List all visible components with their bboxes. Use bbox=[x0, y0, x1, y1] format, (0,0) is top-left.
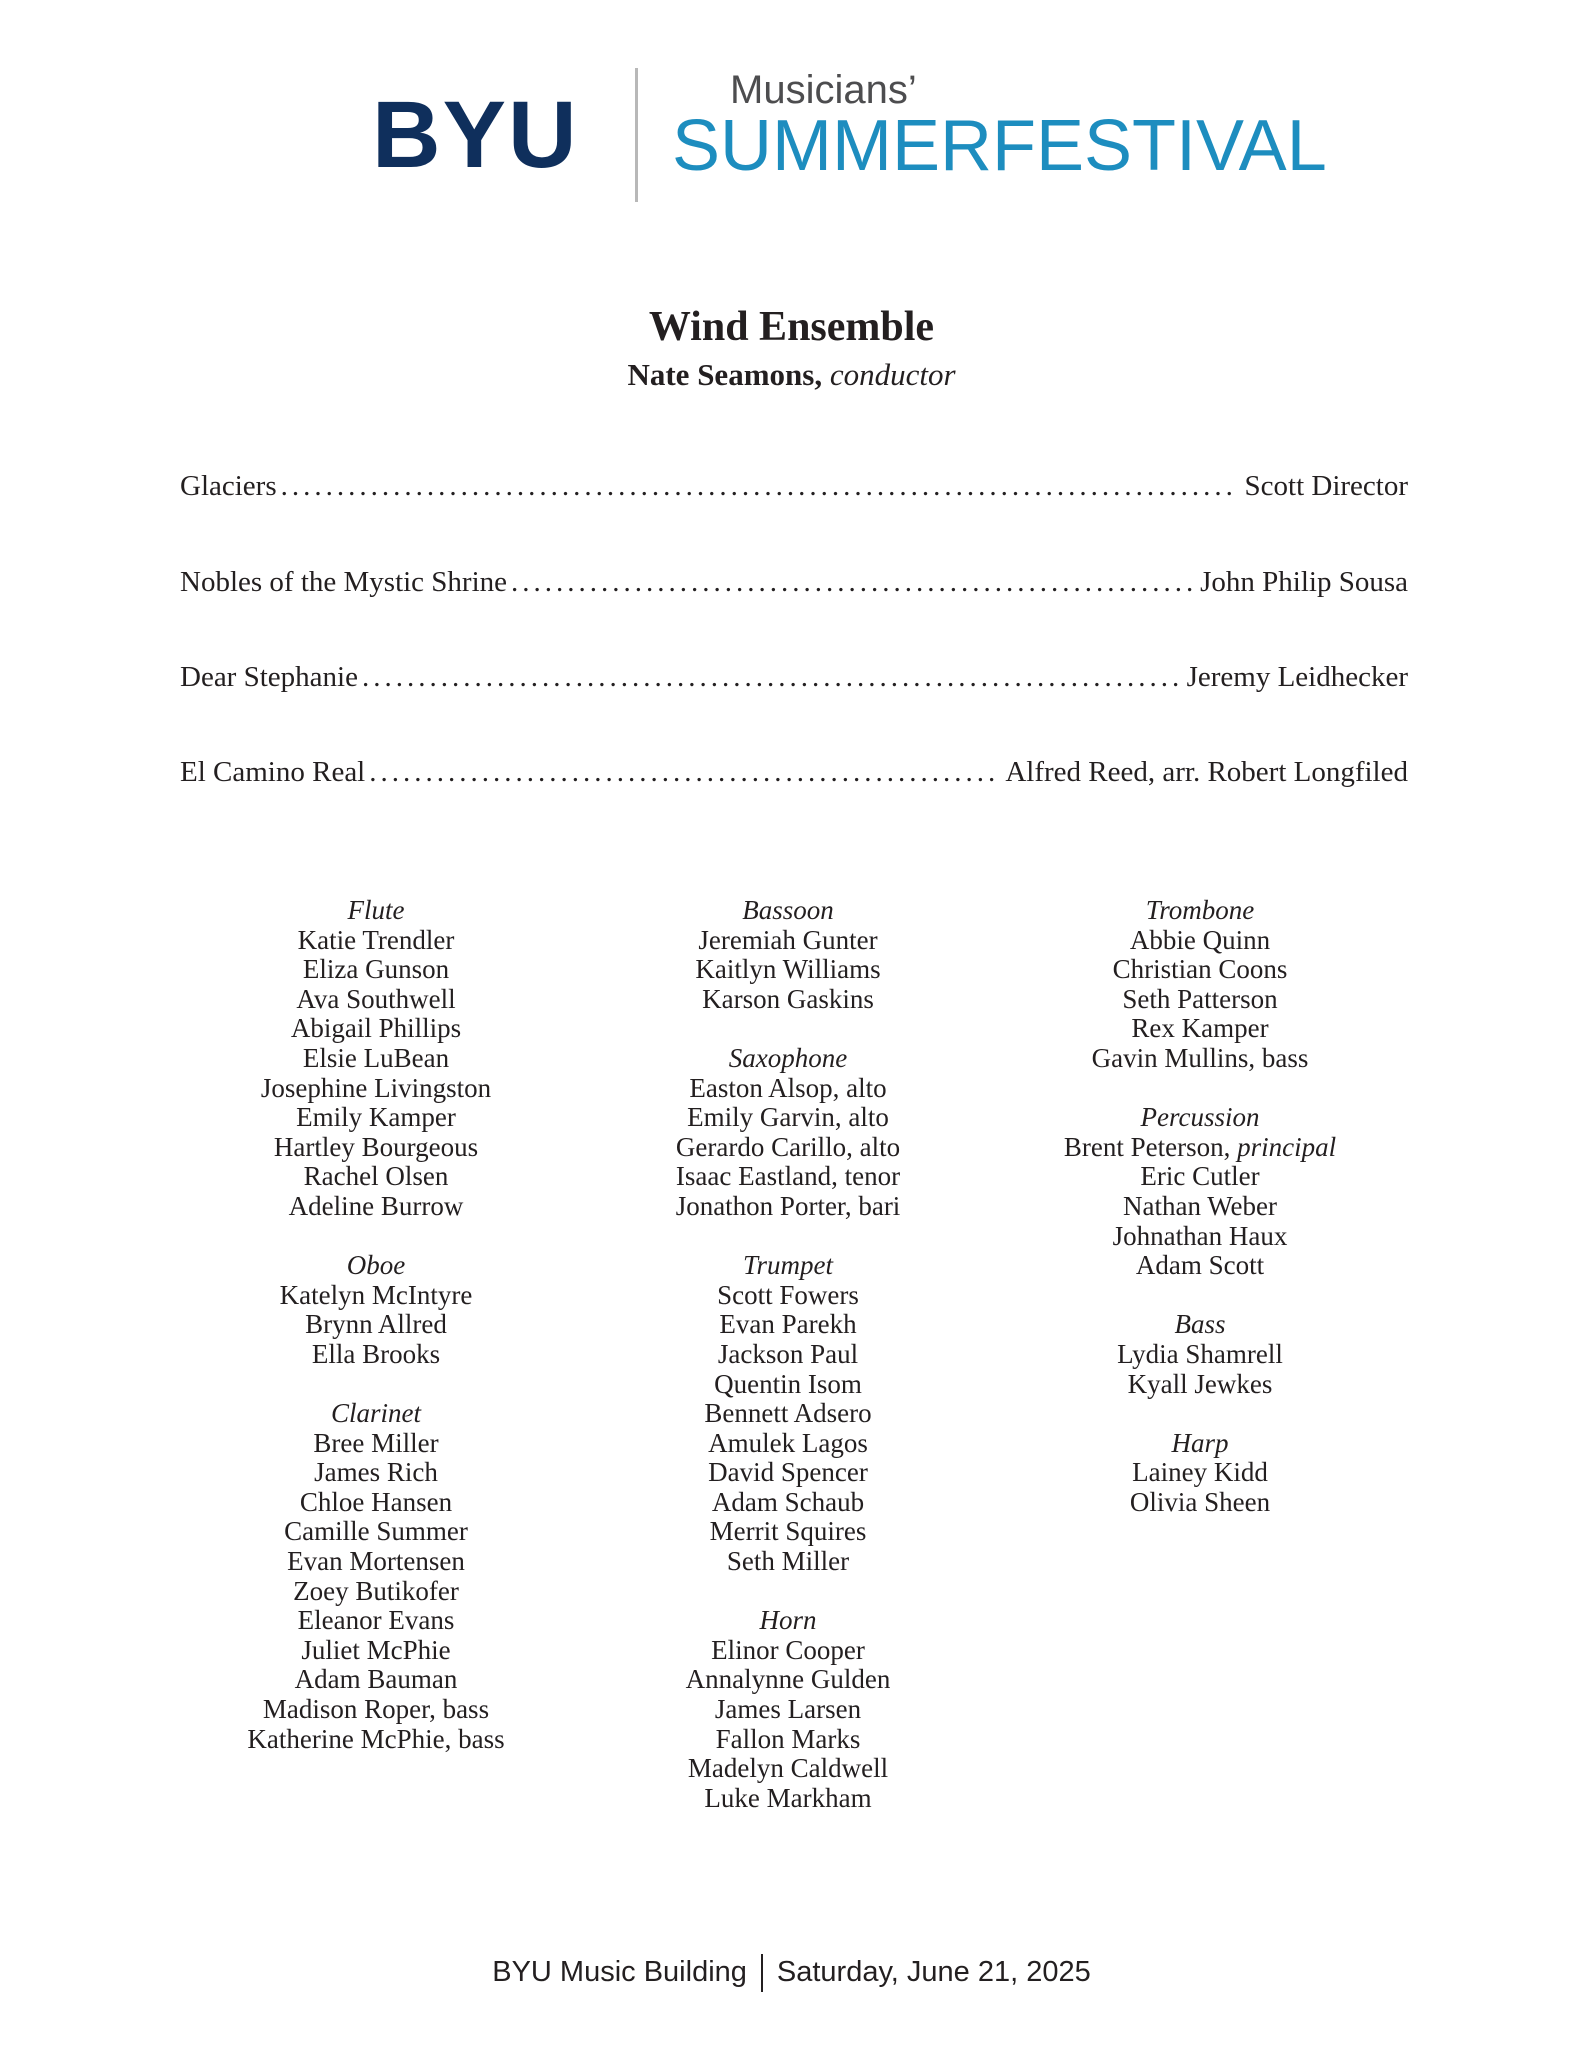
leader-dots bbox=[511, 562, 1192, 602]
musician-name: Jonathon Porter, bari bbox=[675, 1190, 901, 1221]
conductor-name: Nate Seamons, bbox=[627, 357, 823, 392]
composer-name: Scott Director bbox=[1244, 470, 1408, 502]
musician-name: Madison Roper, bass bbox=[262, 1694, 490, 1725]
musician-name: Bennett Adsero bbox=[704, 1398, 872, 1429]
roster-section bbox=[990, 1310, 1410, 1399]
footer bbox=[0, 1952, 1583, 1992]
composer-name: John Philip Sousa bbox=[1200, 566, 1408, 598]
musician-name: Kyall Jewkes bbox=[1127, 1368, 1273, 1399]
musician-name: Adam Schaub bbox=[711, 1486, 865, 1517]
musician-name: Abigail Phillips bbox=[290, 1013, 462, 1044]
musician-name: James Rich bbox=[314, 1457, 438, 1488]
logo-musicians-text: Musicians’ bbox=[730, 68, 917, 112]
roster-section bbox=[166, 896, 586, 1222]
musician-name: Zoey Butikofer bbox=[293, 1575, 459, 1606]
instrument-heading: Horn bbox=[759, 1605, 817, 1636]
musician-name: Fallon Marks bbox=[715, 1723, 861, 1754]
musician-name: Eleanor Evans bbox=[297, 1605, 455, 1636]
musician-name: Evan Parekh bbox=[719, 1309, 857, 1340]
musician-name-text: Brent Peterson, bbox=[1063, 1131, 1231, 1162]
musician-name: Katie Trendler bbox=[297, 924, 455, 955]
musician-name: Amulek Lagos bbox=[708, 1427, 868, 1458]
piece-title: Dear Stephanie bbox=[180, 661, 358, 693]
piece-title: Glaciers bbox=[180, 470, 277, 502]
musician-name: Bree Miller bbox=[313, 1427, 439, 1458]
roster-section bbox=[578, 1251, 998, 1577]
musician-name: James Larsen bbox=[714, 1694, 862, 1725]
instrument-heading: Saxophone bbox=[728, 1042, 848, 1073]
leader-dots bbox=[362, 657, 1179, 697]
musician-name: Scott Fowers bbox=[717, 1279, 859, 1310]
musician-name: Elinor Cooper bbox=[711, 1634, 865, 1665]
roster-section bbox=[578, 1606, 998, 1813]
musician-name: Hartley Bourgeous bbox=[273, 1131, 479, 1162]
roster-section bbox=[166, 1251, 586, 1369]
roster-section bbox=[990, 896, 1410, 1074]
musician-name: Katelyn McIntyre bbox=[279, 1279, 473, 1310]
musician-name: Quentin Isom bbox=[714, 1368, 862, 1399]
musician-name: Seth Patterson bbox=[1122, 983, 1278, 1014]
roster-column-left bbox=[166, 896, 586, 1784]
musician-name: Nathan Weber bbox=[1122, 1190, 1277, 1221]
musician-name: Josephine Livingston bbox=[260, 1072, 492, 1103]
musician-name: Merrit Squires bbox=[709, 1516, 867, 1547]
instrument-heading: Trumpet bbox=[742, 1250, 834, 1281]
instrument-heading: Trombone bbox=[1145, 895, 1255, 925]
musician-name: Easton Alsop, alto bbox=[689, 1072, 887, 1103]
program-item bbox=[180, 752, 1408, 792]
musician-name: Katherine McPhie, bass bbox=[247, 1723, 505, 1754]
logo-summer-festival-text: SUMMERFESTIVAL bbox=[672, 106, 1327, 186]
musician-role-note: principal bbox=[1237, 1131, 1337, 1162]
instrument-heading: Clarinet bbox=[330, 1398, 421, 1429]
musician-name: Adam Bauman bbox=[294, 1664, 458, 1695]
musician-name: Rachel Olsen bbox=[303, 1161, 449, 1192]
musician-name: Annalynne Gulden bbox=[685, 1664, 891, 1695]
composer-name: Alfred Reed, arr. Robert Longfiled bbox=[1005, 756, 1408, 788]
leader-dots bbox=[281, 466, 1237, 506]
logo-divider bbox=[635, 68, 638, 202]
instrument-heading: Bassoon bbox=[742, 895, 834, 925]
musician-name: Lainey Kidd bbox=[1132, 1457, 1268, 1488]
musician-name: Emily Garvin, alto bbox=[687, 1102, 889, 1133]
musician-name: Madelyn Caldwell bbox=[687, 1753, 889, 1784]
page-title: Wind Ensemble bbox=[648, 304, 935, 350]
musician-name: Camille Summer bbox=[284, 1516, 468, 1547]
program-item bbox=[180, 466, 1408, 506]
footer-venue: BYU Music Building bbox=[492, 1956, 747, 1988]
footer-date: Saturday, June 21, 2025 bbox=[776, 1956, 1091, 1988]
instrument-heading: Harp bbox=[1171, 1427, 1229, 1458]
musician-name: Adam Scott bbox=[1135, 1250, 1265, 1281]
musician-name: Lydia Shamrell bbox=[1117, 1338, 1283, 1369]
conductor-role: conductor bbox=[829, 357, 956, 392]
leader-dots bbox=[369, 752, 997, 792]
musician-name: Jackson Paul bbox=[717, 1338, 859, 1369]
roster-column-right bbox=[990, 896, 1410, 1547]
musician-name: Kaitlyn Williams bbox=[695, 954, 881, 985]
program-item bbox=[180, 657, 1408, 697]
musician-name: Gerardo Carillo, alto bbox=[675, 1131, 901, 1162]
musician-name: David Spencer bbox=[708, 1457, 868, 1488]
musician-name: Juliet McPhie bbox=[301, 1634, 451, 1665]
program-item bbox=[180, 562, 1408, 602]
musician-name: Karson Gaskins bbox=[702, 983, 874, 1014]
musician-name: Chloe Hansen bbox=[299, 1486, 453, 1517]
byu-logo-text: BYU bbox=[372, 82, 579, 188]
musician-name: Luke Markham bbox=[704, 1782, 872, 1813]
musician-name: Emily Kamper bbox=[296, 1102, 456, 1133]
musician-name: Gavin Mullins, bass bbox=[1091, 1042, 1309, 1073]
musician-name: Brynn Allred bbox=[305, 1309, 447, 1340]
roster-section bbox=[990, 1103, 1410, 1281]
composer-name: Jeremy Leidhecker bbox=[1186, 661, 1408, 693]
roster-section bbox=[990, 1429, 1410, 1518]
festival-logo bbox=[372, 66, 1327, 206]
musician-name: Eliza Gunson bbox=[302, 954, 450, 985]
musician-name: Seth Miller bbox=[726, 1546, 850, 1577]
musician-name bbox=[990, 1133, 1410, 1163]
roster-section bbox=[578, 1044, 998, 1222]
musician-name: Adeline Burrow bbox=[288, 1190, 464, 1221]
roster-column-middle bbox=[578, 896, 998, 1843]
roster-section bbox=[578, 896, 998, 1014]
piece-title: El Camino Real bbox=[180, 756, 366, 788]
musician-name: Jeremiah Gunter bbox=[698, 924, 878, 955]
instrument-heading: Oboe bbox=[346, 1250, 406, 1281]
musician-name: Evan Mortensen bbox=[287, 1546, 465, 1577]
instrument-heading: Flute bbox=[347, 895, 405, 925]
musician-name: Ella Brooks bbox=[311, 1338, 441, 1369]
musician-name: Christian Coons bbox=[1112, 954, 1288, 985]
musician-name: Abbie Quinn bbox=[1129, 924, 1271, 955]
footer-divider bbox=[761, 1954, 763, 1992]
roster-section bbox=[166, 1399, 586, 1754]
conductor-line bbox=[0, 356, 1583, 393]
musician-name: Eric Cutler bbox=[1140, 1161, 1260, 1192]
musician-name: Johnathan Haux bbox=[1112, 1220, 1288, 1251]
instrument-heading: Bass bbox=[1174, 1309, 1226, 1340]
instrument-heading: Percussion bbox=[1140, 1102, 1260, 1133]
musician-name: Elsie LuBean bbox=[302, 1042, 450, 1073]
musician-name: Isaac Eastland, tenor bbox=[675, 1161, 901, 1192]
musician-name: Ava Southwell bbox=[296, 983, 456, 1014]
musician-name: Olivia Sheen bbox=[1129, 1486, 1271, 1517]
piece-title: Nobles of the Mystic Shrine bbox=[180, 566, 508, 598]
musician-name: Rex Kamper bbox=[1131, 1013, 1269, 1044]
